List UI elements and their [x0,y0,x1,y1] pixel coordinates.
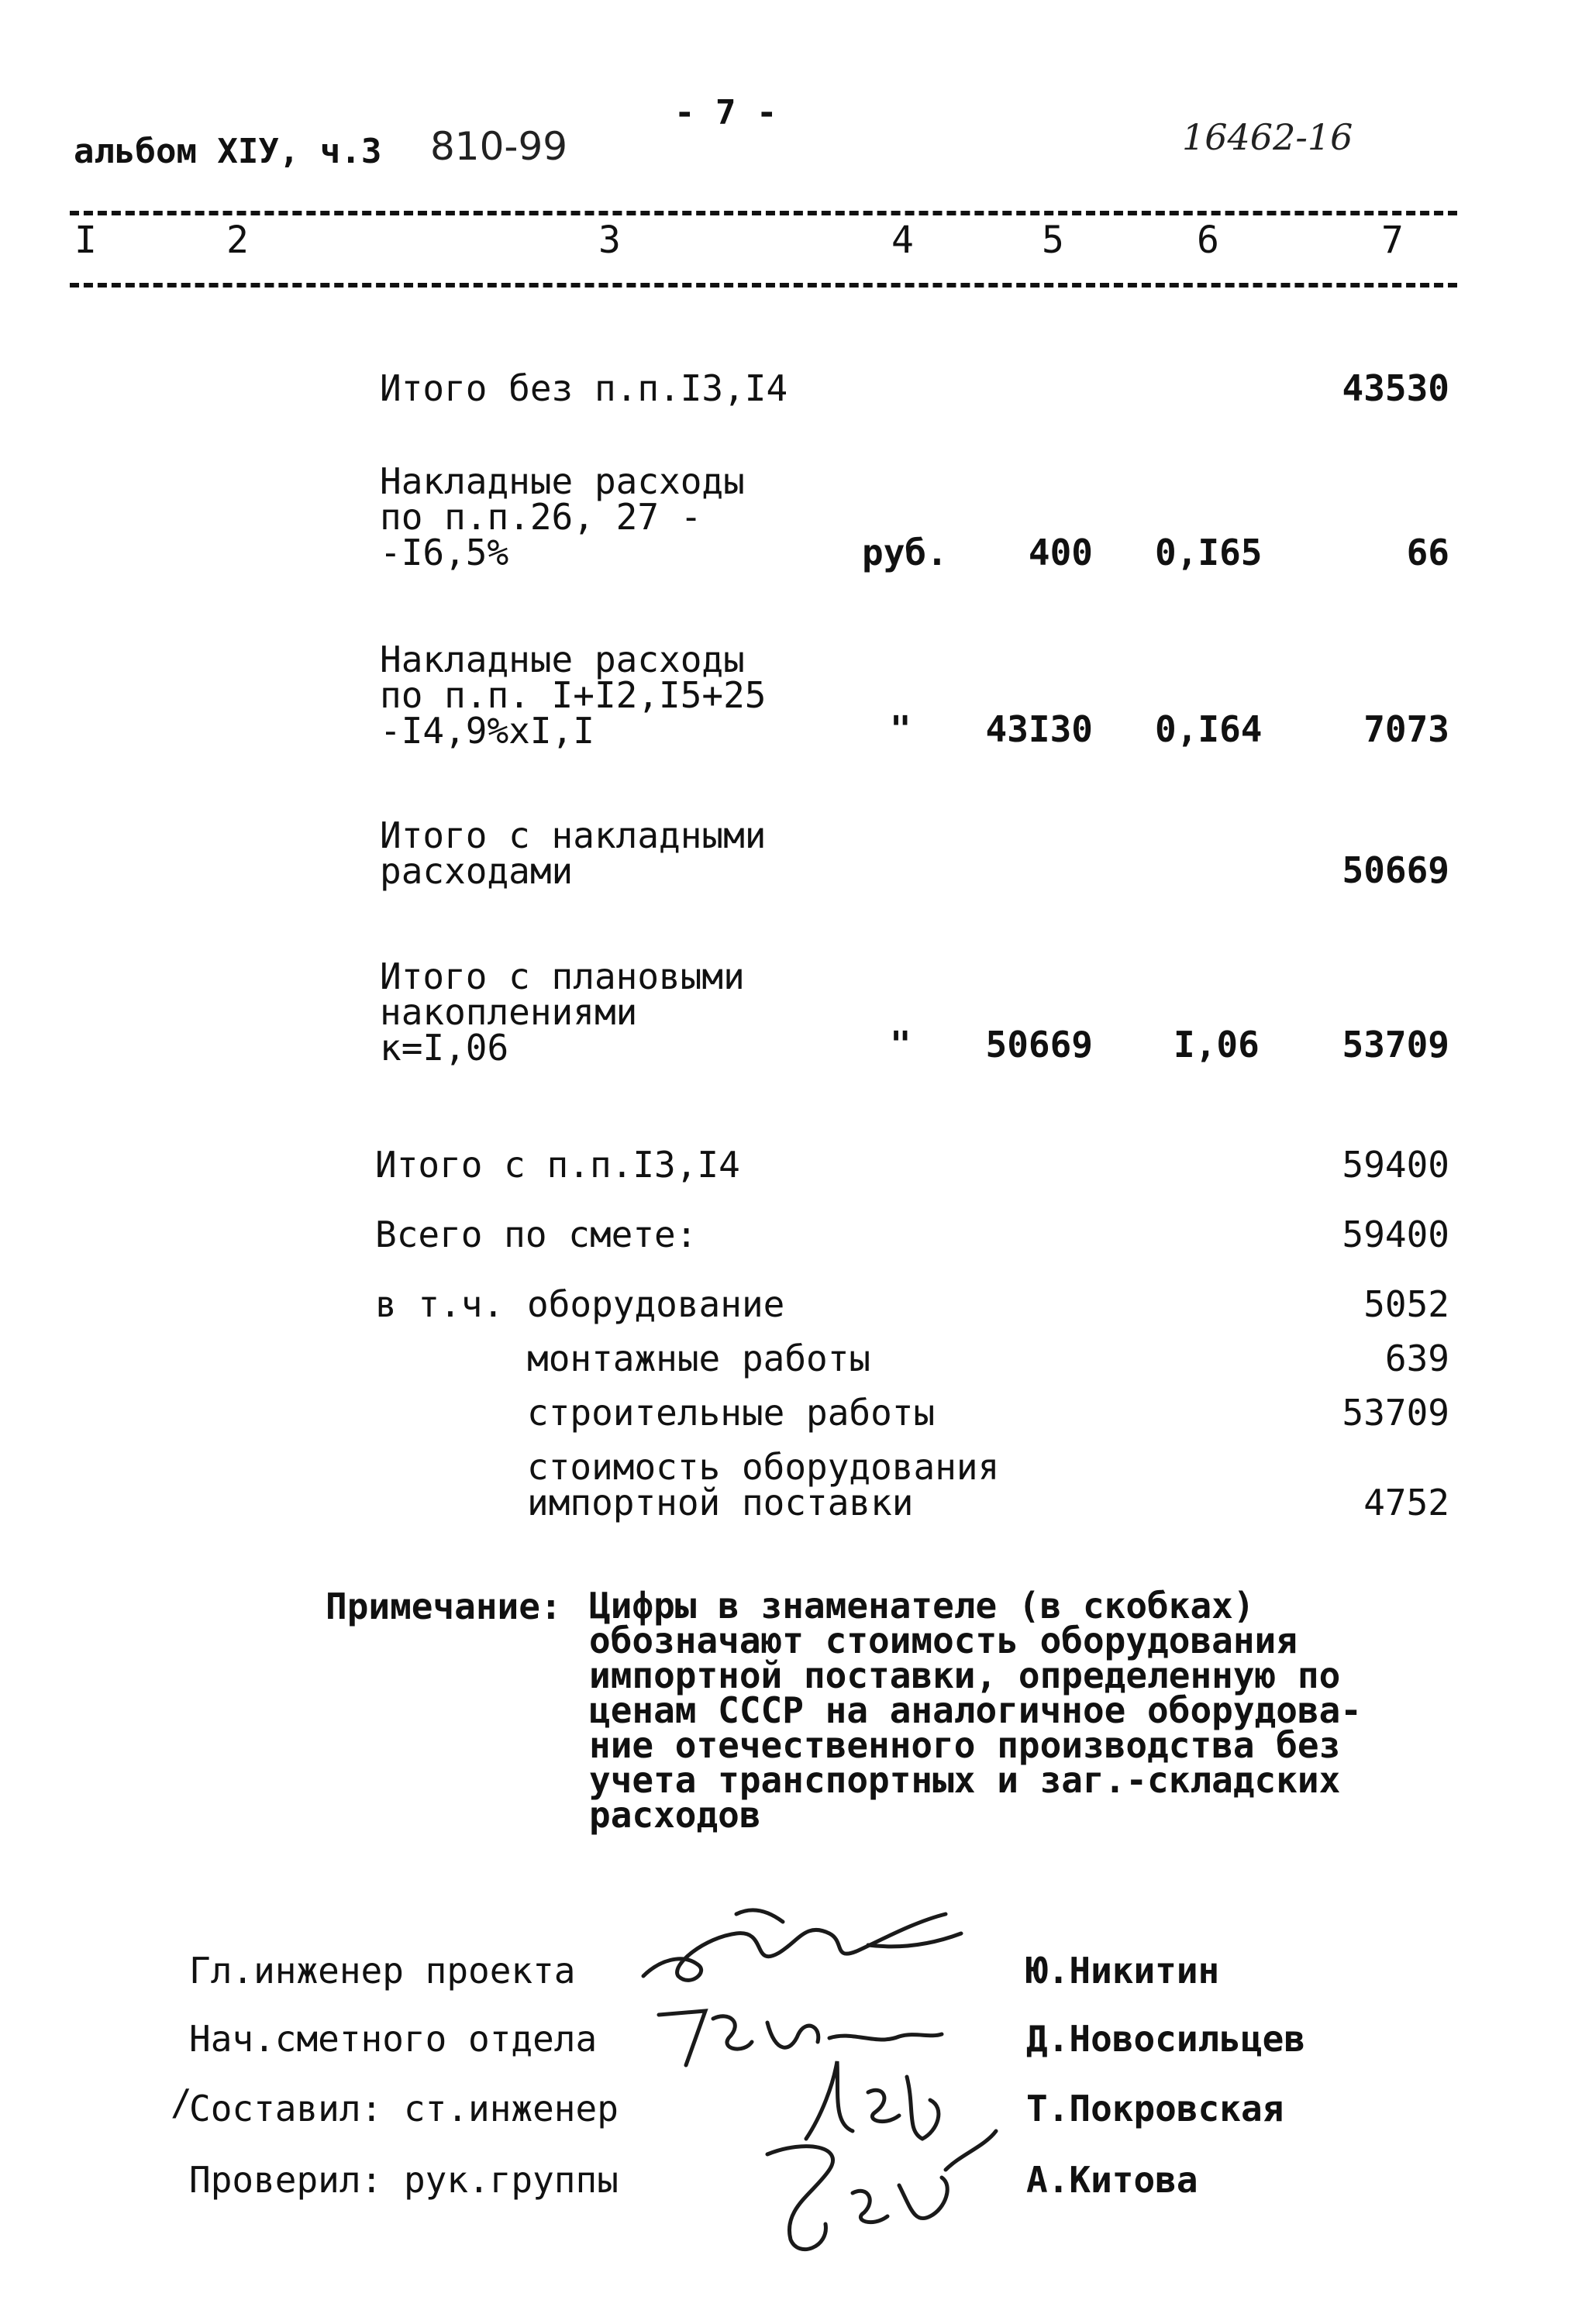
row-text: к=I,06 [380,1027,509,1069]
doc-number: 16462-16 [1182,116,1353,158]
note-line: ние отечественного производства без [589,1724,1341,1766]
column-number-3: 3 [598,219,621,262]
estimate-row [380,460,745,573]
column-number-7: 7 [1381,219,1404,262]
signature-role: Нач.сметного отдела [189,2018,598,2060]
row-total: 59400 [1342,1144,1449,1186]
breakdown-item-value: 5052 [1363,1283,1449,1325]
breakdown-item-label [527,1446,1000,1524]
row-unit: руб. [862,532,948,573]
estimate-row [380,639,767,752]
album-code: 810-99 [430,124,568,169]
column-number-6: 6 [1197,219,1219,262]
signature-name: А.Китова [1026,2159,1198,2201]
header-rule-bottom [70,283,1457,287]
row-quantity: 43I30 [985,708,1093,750]
estimate-row [380,814,767,892]
page-number: - 7 - [674,93,777,133]
note-text [589,1585,1362,1836]
row-total: 50669 [1342,849,1449,891]
breakdown-item-label: оборудование [527,1283,785,1325]
row-total: 43530 [1342,367,1449,409]
row-text: Итого с п.п.I3,I4 [375,1144,740,1186]
row-text: по п.п.26, 27 - [380,496,702,538]
note-line: расходов [589,1794,761,1836]
estimate-row [380,955,745,1069]
breakdown-item-label: строительные работы [527,1392,936,1434]
signature-role: Гл.инженер проекта [189,1950,576,1992]
estimate-row [380,367,788,409]
estimate-row [375,1144,740,1186]
note-label: Примечание: [326,1585,562,1627]
row-unit: " [890,1024,912,1066]
breakdown-prefix: в т.ч. [375,1283,505,1325]
album-label: альбом XIУ, ч.3 [74,132,382,171]
row-text: Итого без п.п.I3,I4 [380,367,788,409]
signature-4-handwriting [736,2123,1000,2263]
row-text: Накладные расходы [380,460,745,502]
note-line: Цифры в знаменателе (в скобках) [589,1585,1255,1627]
breakdown-item-label-line: импортной поставки [527,1482,914,1524]
column-number-5: 5 [1042,219,1064,262]
row-quantity: 400 [1028,532,1093,573]
row-text: расходами [380,850,574,892]
signature-role: Составил: ст.инженер [189,2088,619,2129]
row-text: Итого с плановыми [380,955,745,997]
row-text: -I4,9%xI,I [380,710,595,752]
row-coefficient: 0,I64 [1155,708,1263,750]
row-text: Всего по смете: [375,1214,698,1255]
estimate-row [375,1214,698,1255]
signature-name: Д.Новосильцев [1026,2018,1306,2060]
row-text: накоплениями [380,991,638,1033]
row-text: Накладные расходы [380,639,745,680]
note-line: ценам СССР на аналогичное оборудова- [589,1689,1362,1731]
column-number-1: I [74,219,97,262]
row-total: 59400 [1342,1214,1449,1255]
row-quantity: 50669 [985,1024,1093,1066]
row-total: 7073 [1363,708,1449,750]
breakdown-item-label: монтажные работы [527,1338,871,1379]
row-coefficient: 0,I65 [1155,532,1263,573]
row-text: -I6,5% [380,532,509,573]
breakdown-item-value: 53709 [1342,1392,1449,1434]
breakdown-item-value: 639 [1384,1338,1449,1379]
breakdown-item-value: 4752 [1363,1482,1449,1524]
note-line: импортной поставки, определенную по [589,1654,1341,1696]
header-rule-top [70,211,1457,215]
margin-mark: / [171,2081,192,2123]
signature-name: Т.Покровская [1026,2088,1284,2129]
note-line: обозначают стоимость оборудования [589,1620,1298,1661]
row-total: 53709 [1342,1024,1449,1066]
row-total: 66 [1406,532,1449,573]
signature-name: Ю.Никитин [1026,1950,1220,1992]
breakdown-item-label-line: стоимость оборудования [527,1446,1000,1488]
signature-1-handwriting [636,1891,977,1999]
note-line: учета транспортных и заг.-складских [589,1759,1341,1801]
signature-role: Проверил: рук.группы [189,2159,619,2201]
row-text: Итого с накладными [380,814,767,856]
column-number-4: 4 [891,219,914,262]
column-number-2: 2 [226,219,249,262]
row-coefficient: I,06 [1173,1024,1260,1066]
row-text: по п.п. I+I2,I5+25 [380,674,767,716]
row-unit: " [890,708,912,750]
